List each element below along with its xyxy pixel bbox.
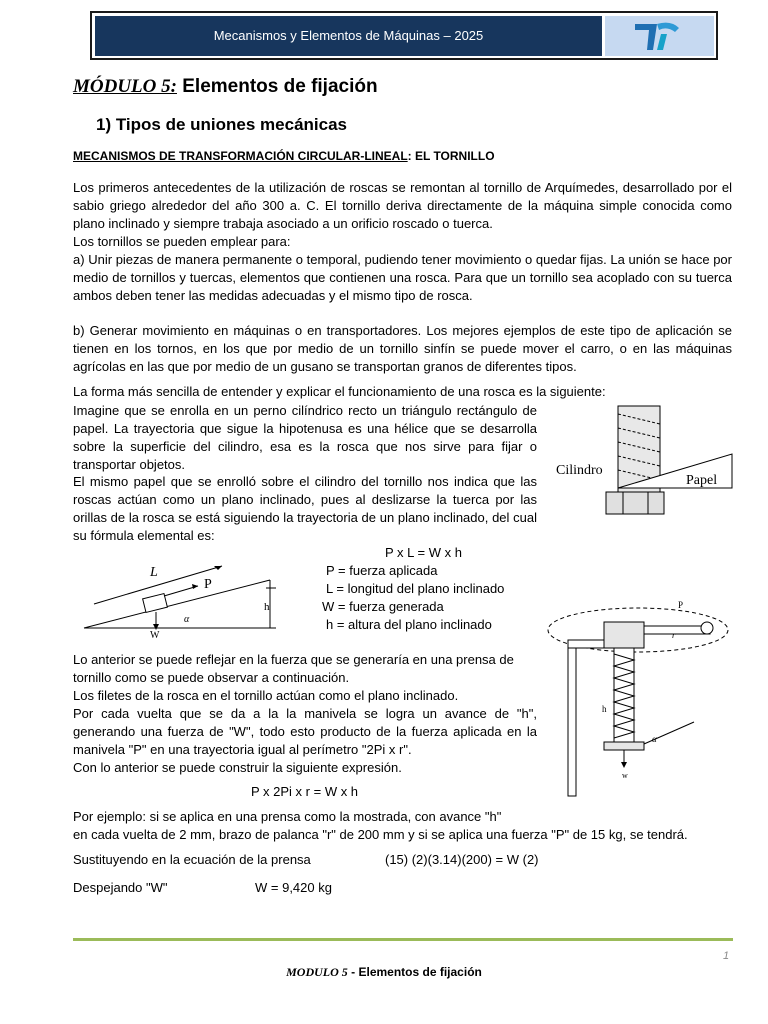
- page-number: 1: [723, 950, 730, 962]
- formula-def-h: h = altura del plano inclinado: [326, 617, 492, 632]
- paragraph-use-a: a) Unir piezas de manera permanente o temporal, pudiendo tener movimiento o quedar fijas. La unión se hace por medio de tornillos y tuercas, elementos que contienen una rosca. Para que un tornillo sea acoplado con su tuerca ambos deben tener las medidas adecuadas y el mismo tipo de rosca.: [73, 252, 732, 303]
- paragraph-press: Lo anterior se puede reflejar en la fuerza que se generaría en una prensa de tornillo como se puede observar a continuación.: [73, 652, 514, 685]
- block: [143, 594, 168, 613]
- paragraph-use-b: b) Generar movimiento en máquinas o en transportadores. Los mejores ejemplos de este tipo de aplicación se tienen en los tornos, en los que por medio de un tornillo sinfín se puede mover el carro, o en las máquinas agrícolas en las que por medio de un gusano se transportan granos de diferentes tipos.: [73, 323, 732, 374]
- formula-def-w: W = fuerza generada: [322, 599, 444, 614]
- formula-def-l: L = longitud del plano inclinado: [326, 581, 505, 596]
- inclined-plane-figure: [80, 552, 300, 642]
- paragraph-imagine: Imagine que se enrolla en un perno cilíndrico recto un triángulo rectángulo de papel. La trayectoria que sigue la hipotenusa es una hélice que se desarrolla sobre la superficie del cilindro, esa es la rosca que nos sirve para fijar o transportar objetos.: [73, 403, 537, 472]
- paragraph-uses: Los tornillos se pueden emplear para:: [73, 234, 291, 249]
- subsection-title-rest: : EL TORNILLO: [407, 149, 495, 163]
- svg-text:r: r: [672, 630, 676, 640]
- paragraph-explain: La forma más sencilla de entender y explicar el funcionamiento de una rosca es la siguiente:: [73, 384, 606, 399]
- solving-expr: W = 9,420 kg: [255, 880, 332, 895]
- paragraph-expression: Con lo anterior se puede construir la siguiente expresión.: [73, 760, 402, 775]
- formula-def-p: P = fuerza aplicada: [326, 563, 438, 578]
- section-title: 1) Tipos de uniones mecánicas: [96, 115, 347, 134]
- module-heading: [73, 76, 378, 98]
- paragraph-turn: Por cada vuelta que se da a la la manivela se logra un avance de "h", generando una fuerza de "W", todo esto producto de la fuerza aplicada en la manivela "P" en una trayectoria igual al perímetro "2Pi x r".: [73, 706, 537, 757]
- screw-press-figure: [544, 598, 734, 798]
- footer-divider: [73, 938, 733, 941]
- subsection-title: [73, 149, 495, 163]
- solving-label: Despejando "W": [73, 880, 168, 895]
- cylinder-base: [606, 492, 664, 514]
- paragraph-intro: Los primeros antecedentes de la utilización de roscas se remontan al tornillo de Arquímedes, desarrollado por el sabio griego alrededor del año 300 a. C. El tornillo deriva directamente de la máquina simple conocida como plano inclinado y siempre trabaja asociado a un orificio roscado o tuerca.: [73, 180, 732, 231]
- svg-text:α: α: [652, 734, 657, 744]
- footer-module: MODULO 5: [286, 965, 348, 979]
- module-title: Elementos de fijación: [182, 76, 378, 97]
- paragraph-example-2: en cada vuelta de 2 mm, brazo de palanca "r" de 200 mm y si se aplica una fuerza "P" de 15 kg, se tendrá.: [73, 827, 688, 842]
- paragraph-example-1: Por ejemplo: si se aplica en una prensa como la mostrada, con avance "h": [73, 809, 502, 824]
- substitution-expr: (15) (2)(3.14)(200) = W (2): [385, 852, 539, 867]
- svg-text:P: P: [204, 577, 212, 592]
- svg-text:w: w: [622, 771, 628, 780]
- svg-text:h: h: [602, 704, 607, 714]
- paragraph-paper: El mismo papel que se enrolló sobre el cilindro del tornillo nos indica que las roscas actúan como un plano inclinado, pues al deslizarse la tuerca por las orillas de la rosca se está siguiendo la trayectoria de un plano inclinado, del cual su fórmula elemental es:: [73, 474, 537, 543]
- cylinder-paper-figure: [552, 402, 734, 517]
- formula-main: P x L = W x h: [385, 545, 462, 560]
- substitution-label: Sustituyendo en la ecuación de la prensa: [73, 852, 311, 867]
- svg-text:W: W: [150, 630, 160, 641]
- svg-text:P: P: [678, 600, 684, 610]
- module-label: MÓDULO 5:: [73, 76, 177, 97]
- formula-press: P x 2Pi x r = W x h: [251, 784, 359, 799]
- svg-text:α: α: [184, 614, 190, 625]
- page-footer: [0, 965, 768, 980]
- page-header: [90, 11, 718, 60]
- subsection-title-underlined: MECANISMOS DE TRANSFORMACIÓN CIRCULAR-LINEAL: [73, 149, 408, 163]
- footer-title: Elementos de fijación: [358, 965, 482, 979]
- footer-sep: -: [347, 965, 359, 979]
- header-title: Mecanismos y Elementos de Máquinas – 2025: [95, 16, 602, 56]
- paragraph-threads: Los filetes de la rosca en el tornillo actúan como el plano inclinado.: [73, 688, 459, 703]
- label-papel: Papel: [686, 473, 718, 488]
- school-logo-icon: [605, 16, 714, 56]
- svg-text:h: h: [264, 601, 270, 613]
- label-cilindro: Cilindro: [556, 463, 603, 478]
- svg-text:L: L: [150, 565, 158, 580]
